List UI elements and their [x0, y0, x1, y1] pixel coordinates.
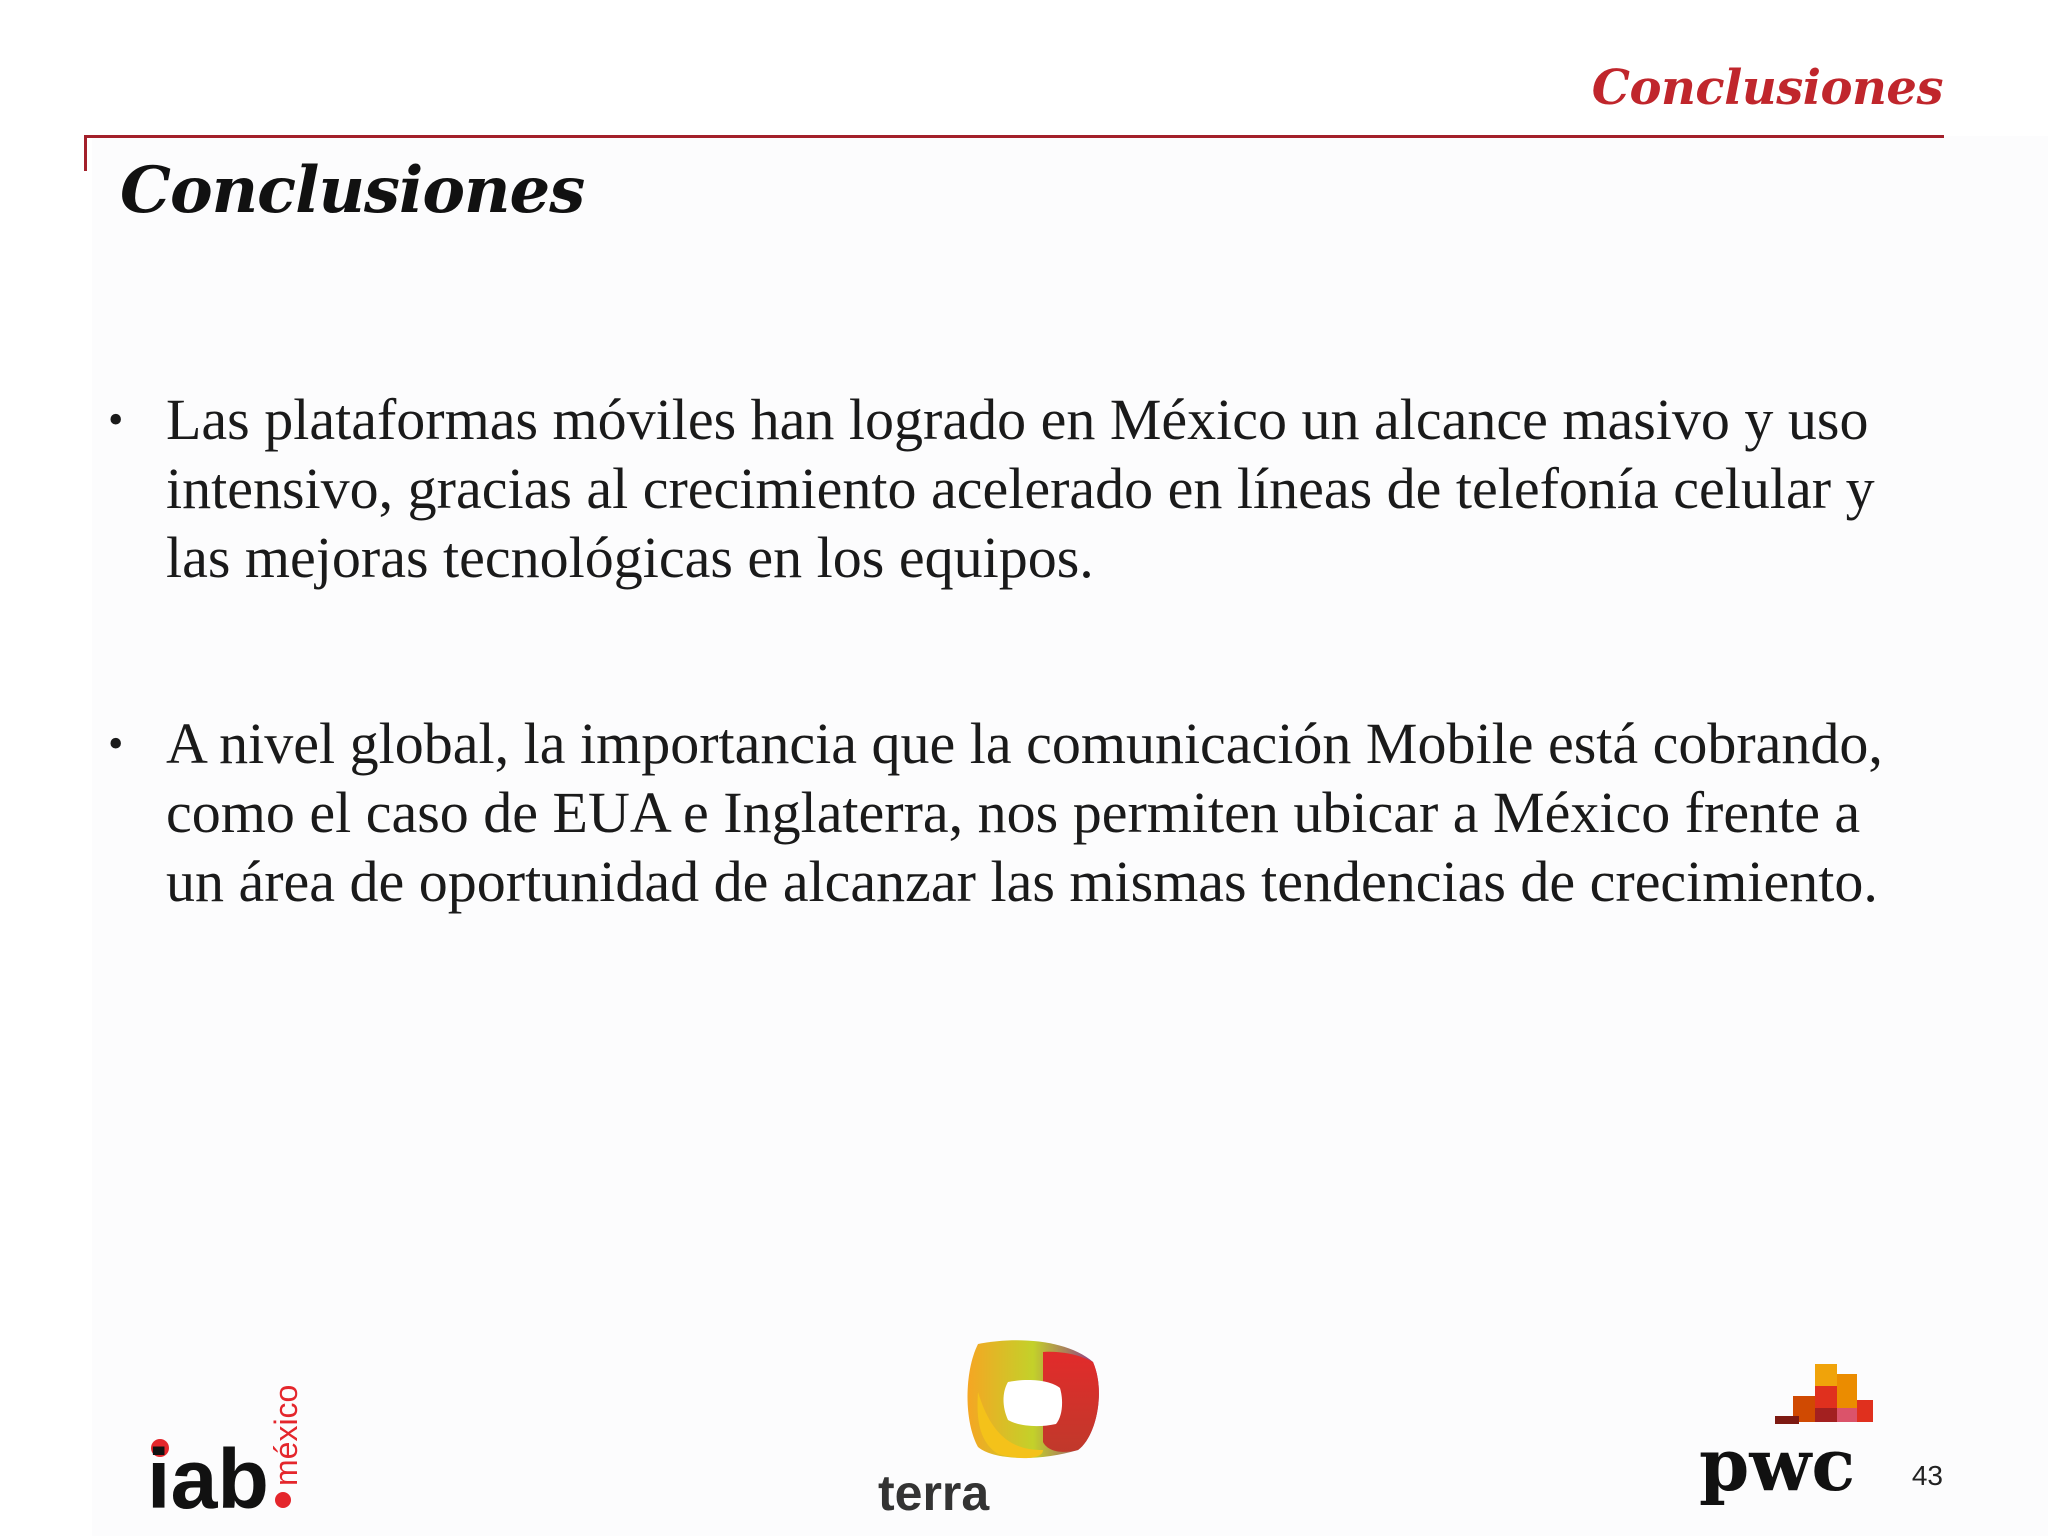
section-header-title: Conclusiones	[1591, 60, 1943, 116]
terra-logo-text: terra	[878, 1465, 990, 1518]
bullet-item	[100, 709, 1920, 916]
bullet-item	[100, 385, 1920, 592]
pwc-logo	[1695, 1360, 1895, 1520]
header-divider	[84, 135, 1944, 138]
bullet-list	[100, 385, 1920, 916]
header-divider-tick	[84, 135, 87, 171]
iab-mexico-logo	[145, 1350, 305, 1515]
pwc-logo-text: pwc	[1699, 1422, 1856, 1507]
bullet-text: Las plataformas móviles han logrado en México un alcance masivo y uso intensivo, gracias al crecimiento acelerado en líneas de telefonía celular y las mejoras tecnológicas en los equipos.	[166, 387, 1875, 590]
bullet-dot: •	[108, 395, 124, 444]
bullet-dot: •	[108, 719, 124, 768]
terra-logo	[868, 1332, 1108, 1518]
page-title: Conclusiones	[120, 153, 585, 228]
iab-logo-subtext: méxico	[268, 1384, 304, 1486]
bullet-text: A nivel global, la importancia que la comunicación Mobile está cobrando, como el caso de EUA e Inglaterra, nos permiten ubicar a México frente a un área de oportunidad de alcanzar las mismas tendencias de crecimiento.	[166, 711, 1883, 914]
page-number: 43	[1911, 1460, 1943, 1491]
iab-logo-text: iab	[147, 1432, 269, 1515]
footer-logos	[0, 1320, 2048, 1520]
